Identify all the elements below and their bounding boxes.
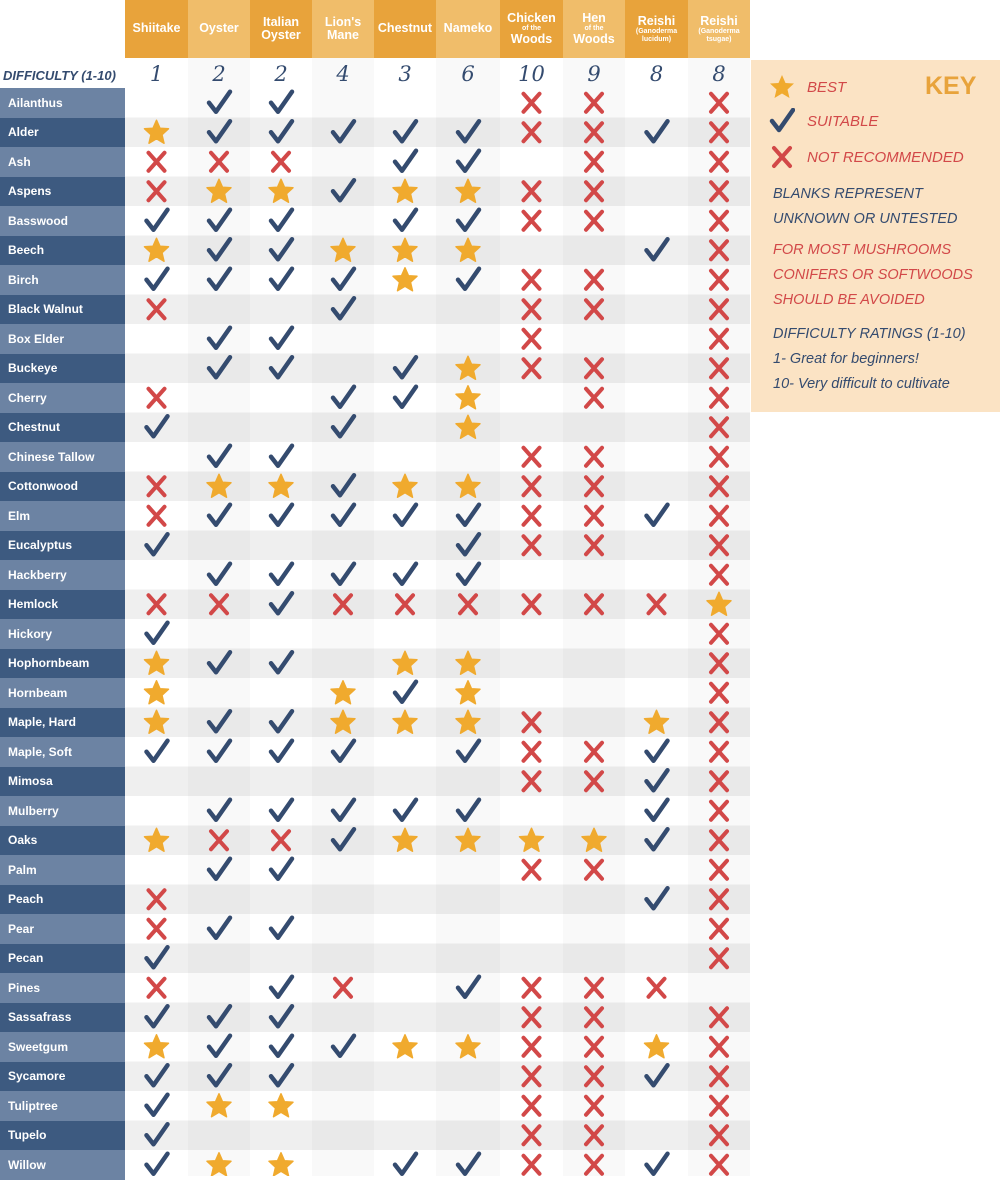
checkmark-icon: [147, 741, 168, 761]
column-header: [688, 0, 750, 58]
key-blanks-line2: UNKNOWN OR UNTESTED: [773, 211, 958, 227]
star-icon: [393, 1035, 417, 1058]
column-header: [188, 0, 250, 58]
tree-label: Pear: [0, 914, 125, 944]
checkmark-icon: [395, 210, 416, 230]
difficulty-value: 8: [712, 62, 726, 86]
tree-label: Peach: [0, 885, 125, 915]
tree-label: Maple, Hard: [0, 708, 125, 738]
checkmark-icon: [271, 741, 292, 761]
column-header-name: Reishi: [637, 13, 676, 28]
column-shade: [688, 58, 750, 1176]
difficulty-value: 2: [274, 62, 288, 86]
cross-icon: [149, 507, 165, 525]
tree-label: Hickory: [0, 619, 125, 649]
checkmark-icon: [395, 151, 416, 171]
tree-label: Hemlock: [0, 590, 125, 620]
tree-label: Pines: [0, 973, 125, 1003]
key-difficulty-line3: 10- Very difficult to cultivate: [773, 376, 950, 392]
checkmark-icon: [395, 387, 416, 407]
checkmark-icon: [647, 741, 668, 761]
difficulty-value: 8: [649, 62, 664, 86]
checkmark-icon: [395, 800, 416, 820]
column-header: [374, 0, 436, 58]
checkmark-icon: [271, 977, 292, 997]
tree-label: Oaks: [0, 826, 125, 856]
cross-icon: [524, 1097, 540, 1115]
checkmark-icon: [147, 269, 168, 289]
checkmark-icon: [271, 446, 292, 466]
checkmark-icon: [395, 505, 416, 525]
difficulty-value: 3: [398, 62, 412, 86]
tree-label: Box Elder: [0, 324, 125, 354]
tree-label: Ailanthus: [0, 88, 125, 118]
checkmark-icon: [271, 92, 292, 112]
column-header-sub: of the: [584, 25, 604, 33]
column-header: [436, 0, 500, 58]
cross-icon: [649, 979, 665, 997]
tree-label: Chestnut: [0, 413, 125, 443]
key-suitable: [769, 108, 878, 134]
checkmark-icon: [647, 800, 668, 820]
difficulty-value: 10: [518, 62, 545, 86]
column-header-name: Reishi: [700, 13, 738, 28]
tree-label: Aspens: [0, 177, 125, 207]
checkmark-icon: [647, 1154, 668, 1174]
key-conifer-note: [773, 238, 993, 313]
key-difficulty-note: [773, 322, 993, 397]
tree-label: Pecan: [0, 944, 125, 974]
cross-icon: [524, 448, 540, 466]
difficulty-value: 2: [212, 62, 226, 86]
key-difficulty-line1: DIFFICULTY RATINGS (1-10): [773, 326, 966, 342]
column-header: [250, 0, 312, 58]
tree-label: Tupelo: [0, 1121, 125, 1151]
cross-icon: [149, 920, 165, 938]
key-panel: [751, 60, 1000, 412]
key-best-label: BEST: [807, 78, 847, 96]
tree-label: Maple, Soft: [0, 737, 125, 767]
column-header-name: Italian Oyster: [261, 14, 301, 42]
column-header-name: Nameko: [443, 21, 493, 36]
key-blanks-line1: BLANKS REPRESENT: [773, 186, 923, 202]
tree-label: Willow: [0, 1150, 125, 1180]
tree-label: Black Walnut: [0, 295, 125, 325]
star-icon: [145, 1035, 169, 1058]
tree-label: Hackberry: [0, 560, 125, 590]
tree-label: Hornbeam: [0, 678, 125, 708]
key-conifer-line1: FOR MOST MUSHROOMS: [773, 242, 952, 258]
difficulty-caption: DIFFICULTY (1-10): [3, 67, 116, 83]
difficulty-value: 9: [587, 62, 601, 86]
key-not-recommended: [769, 144, 964, 170]
tree-label: Eucalyptus: [0, 531, 125, 561]
column-header-name: Oyster: [199, 21, 239, 36]
tree-label: Cherry: [0, 383, 125, 413]
tree-label: Cottonwood: [0, 472, 125, 502]
key-blanks-note: [773, 182, 993, 232]
star-icon: [269, 1153, 293, 1176]
difficulty-value: 1: [149, 62, 164, 86]
checkmark-icon: [147, 1154, 168, 1174]
difficulty-value: 4: [336, 62, 350, 86]
tree-label: Mimosa: [0, 767, 125, 797]
column-header: [125, 0, 188, 58]
checkmark-icon: [271, 859, 292, 879]
key-not-recommended-label: NOT RECOMMENDED: [807, 148, 964, 166]
difficulty-value: 6: [461, 62, 475, 86]
checkmark-icon: [395, 682, 416, 702]
column-header-name: Hen: [582, 11, 606, 26]
column-header-name: Chestnut: [377, 21, 433, 36]
cross-icon: [524, 1156, 540, 1174]
checkmark-icon: [271, 800, 292, 820]
column-shade: [563, 58, 625, 1176]
checkmark-icon: [271, 269, 292, 289]
tree-label: Basswood: [0, 206, 125, 236]
tree-label: Hophornbeam: [0, 649, 125, 679]
cross-icon: [524, 94, 540, 112]
column-header-name: Chicken: [507, 11, 556, 26]
checkmark-icon: [147, 210, 168, 230]
checkmark-icon: [271, 505, 292, 525]
tree-label: Sycamore: [0, 1062, 125, 1092]
cross-icon: [524, 507, 540, 525]
column-header-name: Lion's Mane: [324, 14, 362, 42]
key-conifer-line3: SHOULD BE AVOIDED: [773, 292, 925, 308]
tree-label: Sweetgum: [0, 1032, 125, 1062]
cross-icon: [524, 979, 540, 997]
star-icon: [645, 1035, 669, 1058]
tree-label: Sassafrass: [0, 1003, 125, 1033]
cross-icon: [524, 212, 540, 230]
column-header-sub: (Ganoderma lucidum): [635, 27, 678, 43]
cross-icon: [149, 389, 165, 407]
checkmark-icon: [147, 623, 168, 643]
column-header: [312, 0, 374, 58]
column-header: [500, 0, 563, 58]
key-suitable-label: SUITABLE: [807, 112, 879, 130]
tree-label: Birch: [0, 265, 125, 295]
tree-label: Buckeye: [0, 354, 125, 384]
star-icon: [769, 74, 795, 100]
star-icon: [269, 1094, 293, 1117]
cross-icon: [524, 861, 540, 879]
tree-label: Mulberry: [0, 796, 125, 826]
star-icon: [393, 268, 417, 291]
cross-icon: [524, 271, 540, 289]
checkmark-icon: [271, 328, 292, 348]
checkmark-icon: [271, 564, 292, 584]
checkmark-icon: [395, 1154, 416, 1174]
cross-icon: [149, 153, 165, 171]
star-icon: [145, 681, 169, 704]
key-conifer-line2: CONIFERS OR SOFTWOODS: [773, 267, 973, 283]
checkmark-icon: [395, 564, 416, 584]
tree-label: Ash: [0, 147, 125, 177]
cross-icon: [524, 1038, 540, 1056]
column-header-name: Shiitake: [132, 21, 181, 36]
column-header: [625, 0, 688, 58]
checkmark-icon: [647, 505, 668, 525]
key-title: KEY: [925, 72, 977, 100]
checkmark-icon: [271, 918, 292, 938]
column-header: [563, 0, 625, 58]
checkmark-icon: [271, 1036, 292, 1056]
column-header-tail: Woods: [573, 31, 615, 46]
checkmark-icon: [147, 1095, 168, 1115]
key-difficulty-line2: 1- Great for beginners!: [773, 351, 919, 367]
column-header-sub: of the: [521, 25, 542, 33]
tree-label: Alder: [0, 118, 125, 148]
tree-label: Chinese Tallow: [0, 442, 125, 472]
key-best: [769, 74, 846, 100]
cross-icon: [524, 743, 540, 761]
cross-icon: [769, 144, 795, 170]
column-header-sub: (Ganoderma tsugae): [698, 27, 740, 43]
tree-label: Elm: [0, 501, 125, 531]
cross-icon: [273, 153, 289, 171]
tree-label: Palm: [0, 855, 125, 885]
cross-icon: [149, 979, 165, 997]
checkmark-icon: [271, 210, 292, 230]
column-header-tail: Woods: [510, 31, 553, 46]
checkmark-icon: [769, 108, 795, 134]
column-shade: [312, 58, 374, 1176]
tree-label: Tuliptree: [0, 1091, 125, 1121]
cross-icon: [524, 330, 540, 348]
tree-label: Beech: [0, 236, 125, 266]
